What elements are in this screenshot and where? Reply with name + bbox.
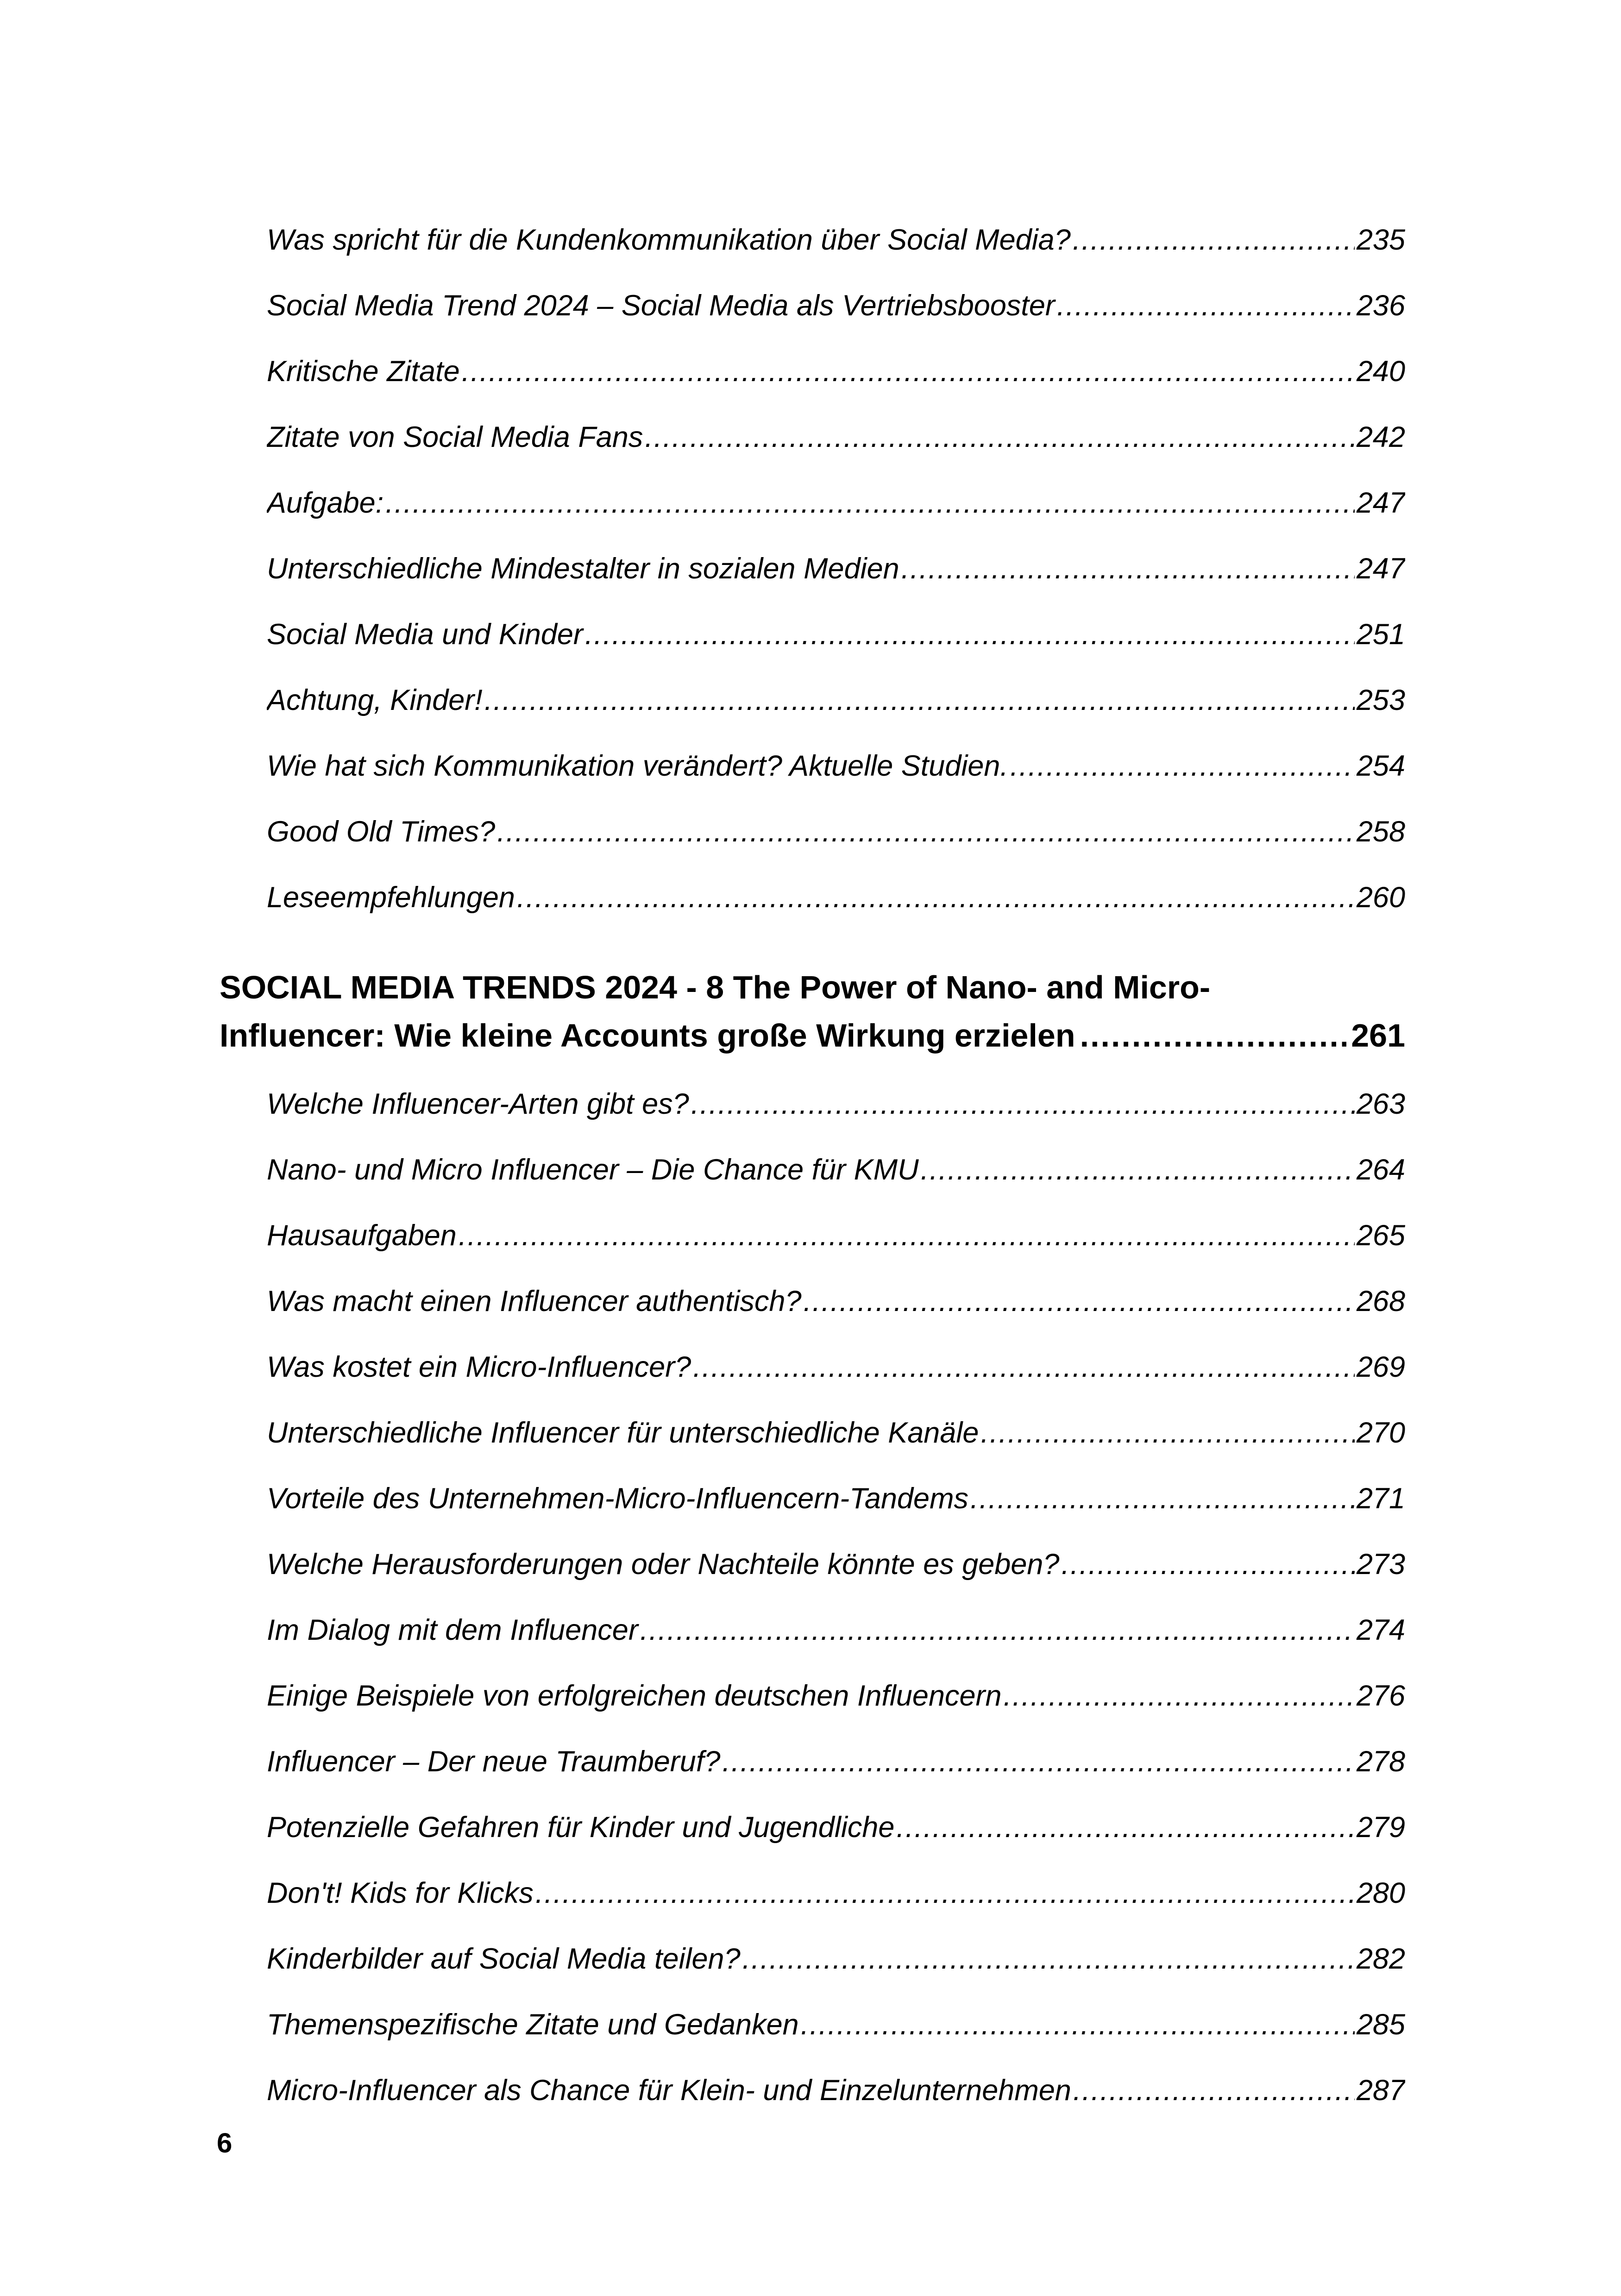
- toc-entry[interactable]: [267, 2001, 1405, 2048]
- toc-entry-page: 280: [1356, 1877, 1405, 1909]
- dot-leader: [1080, 1011, 1347, 1060]
- toc-entry-title: Was macht einen Influencer authentisch?: [267, 1285, 802, 1317]
- dot-leader: [385, 480, 1355, 526]
- toc-entry-page: 247: [1356, 487, 1405, 519]
- toc-entry[interactable]: [267, 1804, 1405, 1851]
- toc-entry-title: Wie hat sich Kommunikation verändert? Aktuelle Studien.: [267, 750, 1008, 782]
- toc-entry-title: Influencer – Der neue Traumberuf?: [267, 1745, 721, 1778]
- toc-entry-page: 264: [1356, 1154, 1405, 1186]
- dot-leader: [1004, 1673, 1355, 1719]
- toc-entry-page: 235: [1356, 224, 1405, 256]
- toc-entry-title: Zitate von Social Media Fans: [267, 421, 643, 453]
- toc-entry[interactable]: [267, 1607, 1405, 1653]
- dot-leader: [804, 1278, 1355, 1324]
- dot-leader: [1073, 217, 1355, 263]
- toc-entry-title: Was spricht für die Kundenkommunikation über Social Media?: [267, 224, 1071, 256]
- dot-leader: [691, 1081, 1355, 1127]
- dot-leader: [742, 1936, 1355, 1982]
- toc-entry[interactable]: [267, 546, 1405, 592]
- toc-entry-page: 276: [1356, 1680, 1405, 1712]
- toc-entry[interactable]: [267, 480, 1405, 526]
- toc-entry-title: Welche Herausforderungen oder Nachteile könnte es geben?: [267, 1548, 1060, 1581]
- toc-entry[interactable]: [267, 282, 1405, 329]
- toc-entry-page: 269: [1356, 1351, 1405, 1383]
- dot-leader: [921, 1147, 1355, 1193]
- dot-leader: [484, 677, 1355, 723]
- chapter-title-line-2: Influencer: Wie kleine Accounts große Wirkung erzielen: [220, 1017, 1075, 1054]
- toc-entry-title: Kinderbilder auf Social Media teilen?: [267, 1943, 741, 1975]
- toc-entry[interactable]: [267, 1410, 1405, 1456]
- dot-leader: [645, 414, 1354, 460]
- toc-entry-page: 258: [1356, 816, 1405, 848]
- toc-entry[interactable]: [267, 611, 1405, 658]
- dot-leader: [1073, 2067, 1355, 2114]
- toc-entry-title: Achtung, Kinder!: [267, 684, 483, 716]
- toc-entry-page: 253: [1356, 684, 1405, 716]
- toc-entry[interactable]: [267, 1738, 1405, 1785]
- toc-entry[interactable]: [267, 1870, 1405, 1916]
- toc-entry-page: 263: [1356, 1088, 1405, 1120]
- toc-entry[interactable]: [267, 1541, 1405, 1587]
- dot-leader: [497, 809, 1355, 855]
- dot-leader: [722, 1738, 1355, 1785]
- toc-entry[interactable]: [267, 1278, 1405, 1324]
- toc-entry-page: 260: [1356, 881, 1405, 914]
- toc-entry-page: 268: [1356, 1285, 1405, 1317]
- toc-entry-title: Welche Influencer-Arten gibt es?: [267, 1088, 689, 1120]
- toc-entry-title: Was kostet ein Micro-Influencer?: [267, 1351, 691, 1383]
- toc-entry-title: Vorteile des Unternehmen-Micro-Influencern-Tandems: [267, 1482, 969, 1515]
- toc-entry[interactable]: [267, 217, 1405, 263]
- toc-entry-title: Hausaufgaben: [267, 1219, 457, 1252]
- dot-leader: [585, 611, 1355, 658]
- toc-entry[interactable]: [267, 1212, 1405, 1259]
- toc-entry-page: 274: [1356, 1614, 1405, 1646]
- chapter-title-line-2-row: [220, 1011, 1405, 1060]
- toc-entry[interactable]: [267, 1673, 1405, 1719]
- dot-leader: [640, 1607, 1355, 1653]
- toc-entry-page: 270: [1356, 1417, 1405, 1449]
- toc-entry[interactable]: [267, 874, 1405, 921]
- toc-chapter-heading[interactable]: [220, 963, 1405, 1060]
- toc-entry-page: 242: [1356, 421, 1405, 453]
- toc-entry-title: Leseempfehlungen: [267, 881, 515, 914]
- chapter-title-line-1: SOCIAL MEDIA TRENDS 2024 - 8 The Power of Nano- and Micro-: [220, 969, 1211, 1005]
- toc-entry-page: 236: [1356, 289, 1405, 322]
- dot-leader: [801, 2001, 1355, 2048]
- toc-entry-title: Don't! Kids for Klicks: [267, 1877, 534, 1909]
- toc-entry[interactable]: [267, 1344, 1405, 1390]
- toc-entry-page: 271: [1356, 1482, 1405, 1515]
- toc-entry-page: 287: [1356, 2074, 1405, 2107]
- toc-entry-page: 240: [1356, 355, 1405, 388]
- dot-leader: [896, 1804, 1354, 1851]
- dot-leader: [901, 546, 1355, 592]
- toc-entry-page: 273: [1356, 1548, 1405, 1581]
- toc-entry-title: Unterschiedliche Influencer für unterschiedliche Kanäle: [267, 1417, 979, 1449]
- toc-entry-title: Im Dialog mit dem Influencer: [267, 1614, 638, 1646]
- toc-entry[interactable]: [267, 677, 1405, 723]
- toc-entry-title: Unterschiedliche Mindestalter in sozialen Medien: [267, 552, 899, 585]
- toc-entry[interactable]: [267, 1147, 1405, 1193]
- toc-entry-page: 254: [1356, 750, 1405, 782]
- dot-leader: [693, 1344, 1355, 1390]
- toc-entry-title: Kritische Zitate: [267, 355, 460, 388]
- toc-entry[interactable]: [267, 809, 1405, 855]
- toc-entry[interactable]: [267, 1936, 1405, 1982]
- dot-leader: [980, 1410, 1354, 1456]
- toc-entry-title: Nano- und Micro Influencer – Die Chance für KMU: [267, 1154, 919, 1186]
- page-number: 6: [217, 2127, 232, 2158]
- toc-entry-title: Aufgabe:: [267, 487, 384, 519]
- dot-leader: [535, 1870, 1355, 1916]
- toc-entry-title: Micro-Influencer als Chance für Klein- und Einzelunternehmen: [267, 2074, 1071, 2107]
- toc-entry-page: 247: [1356, 552, 1405, 585]
- dot-leader: [517, 874, 1355, 921]
- toc-entry-page: 279: [1356, 1811, 1405, 1844]
- dot-leader: [462, 348, 1355, 395]
- toc-entry-page: 282: [1356, 1943, 1405, 1975]
- dot-leader: [459, 1212, 1355, 1259]
- toc-entry-title: Social Media Trend 2024 – Social Media als Vertriebsbooster: [267, 289, 1055, 322]
- toc-entry[interactable]: [267, 1081, 1405, 1127]
- toc-entry[interactable]: [267, 414, 1405, 460]
- toc-entry[interactable]: [267, 2067, 1405, 2114]
- dot-leader: [1061, 1541, 1354, 1587]
- toc-entry-page: 265: [1356, 1219, 1405, 1252]
- toc-entry[interactable]: [267, 743, 1405, 789]
- toc-entry-page: 278: [1356, 1745, 1405, 1778]
- toc-entry[interactable]: [267, 1475, 1405, 1522]
- dot-leader: [1010, 743, 1355, 789]
- toc-entry-title: Einige Beispiele von erfolgreichen deutschen Influencern: [267, 1680, 1002, 1712]
- dot-leader: [970, 1475, 1355, 1522]
- toc-entry-title: Themenspezifische Zitate und Gedanken: [267, 2008, 799, 2041]
- toc-entry-title: Good Old Times?: [267, 816, 496, 848]
- toc-entry-title: Social Media und Kinder: [267, 618, 583, 651]
- toc-entry[interactable]: [267, 348, 1405, 395]
- chapter-page: 261: [1351, 1017, 1405, 1054]
- toc-entry-title: Potenzielle Gefahren für Kinder und Jugendliche: [267, 1811, 895, 1844]
- toc-entry-page: 285: [1356, 2008, 1405, 2041]
- dot-leader: [1057, 282, 1355, 329]
- toc-entry-page: 251: [1356, 618, 1405, 651]
